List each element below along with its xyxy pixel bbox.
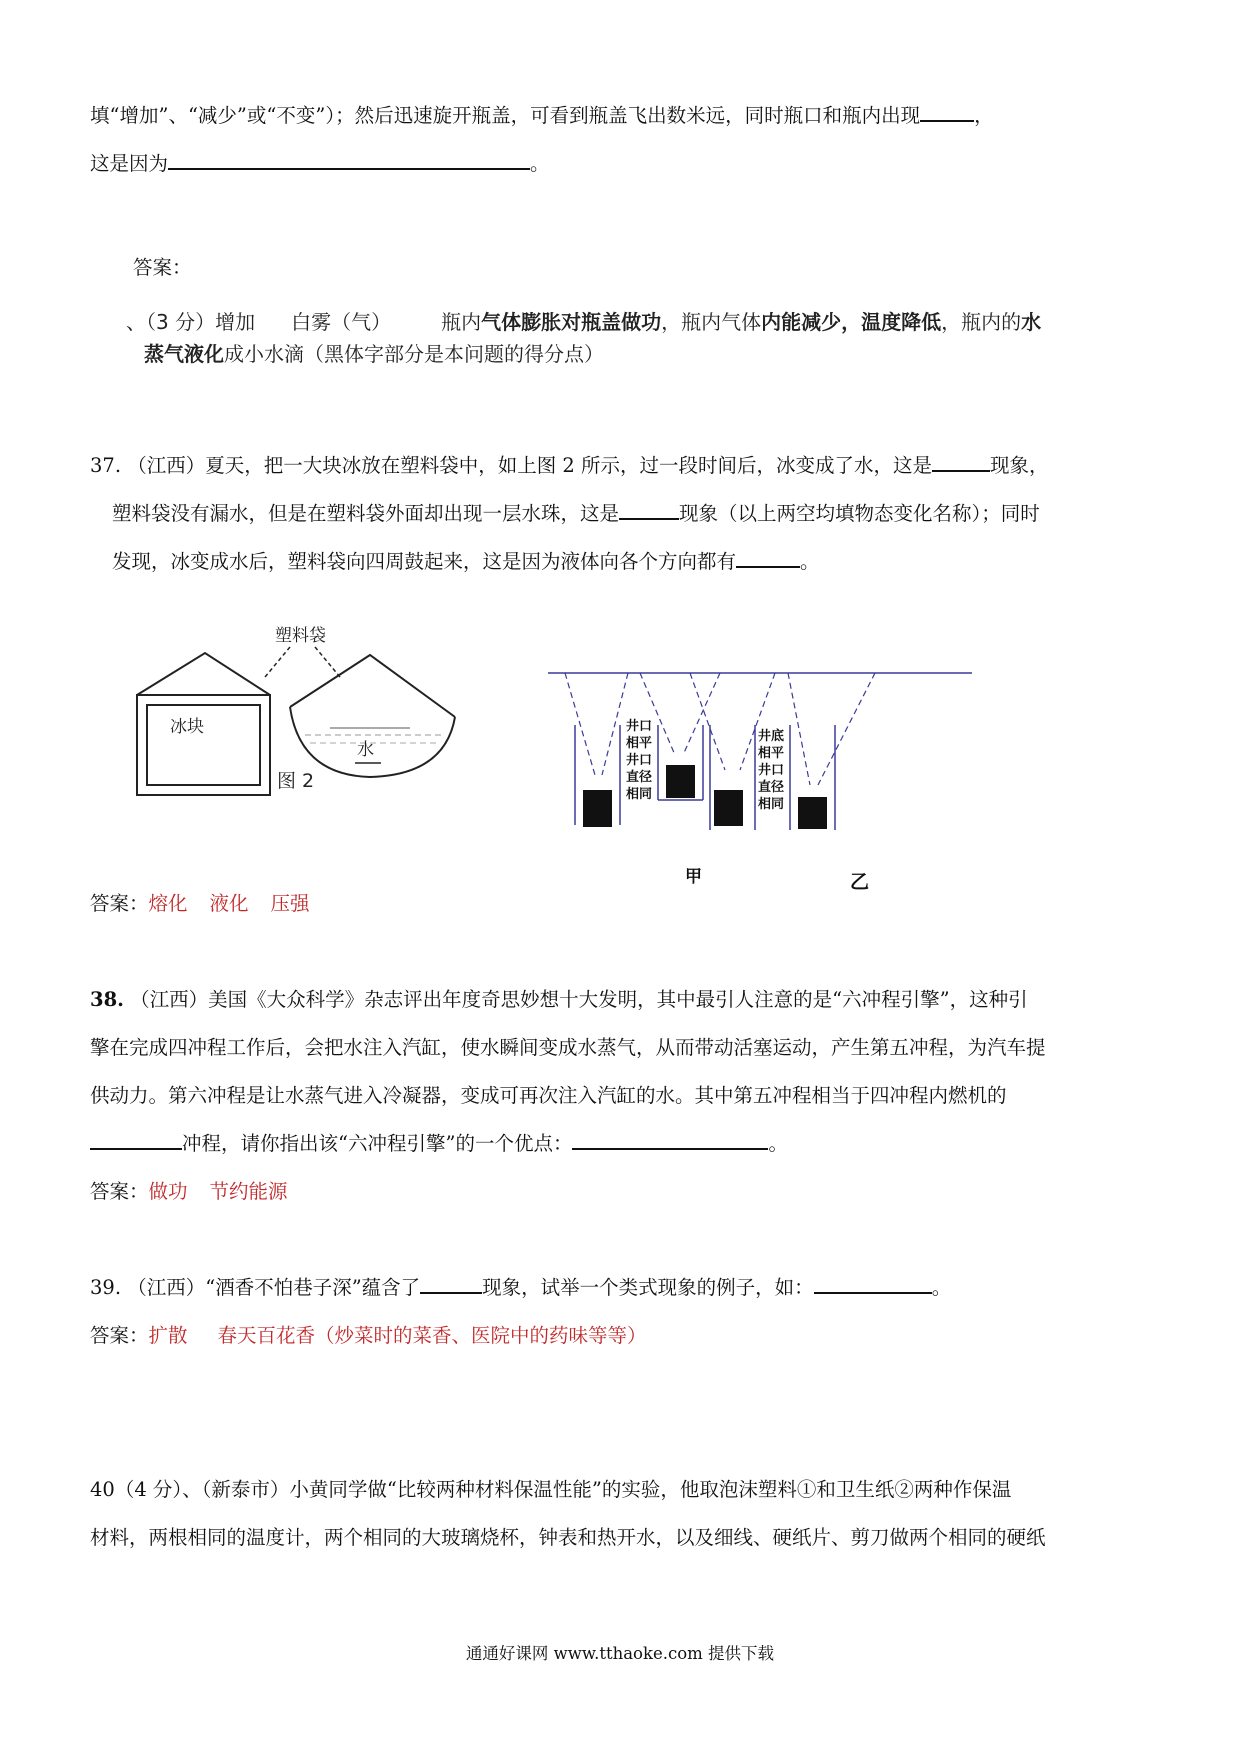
q39-number: 39.: [90, 1276, 122, 1299]
frog-jia-1: [583, 790, 612, 827]
intro-line-1-text: 填“增加”、“减少”或“不变”）；然后迅速旋开瓶盖，可看到瓶盖飞出数米远，同时瓶口和瓶内出现: [90, 104, 921, 127]
answer36-label: 答案：: [133, 256, 192, 279]
figure-caption: 图 2: [277, 770, 315, 792]
answer-blank: [920, 102, 974, 122]
bag-label: 塑料袋: [275, 626, 326, 646]
q38-answer-1: 做功: [148, 1180, 188, 1203]
q39-answer-1: 扩散: [148, 1324, 188, 1347]
answer-blank: [168, 150, 530, 170]
answer-blank: [814, 1274, 932, 1294]
q37-line-1: 37. （江西）夏天，把一大块冰放在塑料袋中，如上图 2 所示，过一段时间后，冰变成了水，这是 现象，: [90, 454, 1049, 477]
intro-line-1: 填“增加”、“减少”或“不变”）；然后迅速旋开瓶盖，可看到瓶盖飞出数米远，同时瓶口和瓶内出现 ，: [90, 104, 994, 127]
bag-body: [137, 695, 270, 795]
bag-top-outline: [137, 653, 270, 695]
answer36-scan-line-2: 蒸气液化成小水滴（黑体字部分是本问题的得分点）: [144, 342, 604, 366]
q38-line-4: 冲程，请你指出该“六冲程引擎”的一个优点： 。: [90, 1128, 788, 1156]
jia-note: 井口 相平 井口 直径 相同: [626, 719, 653, 802]
answer-blank: [90, 1130, 182, 1150]
yi-label: 乙: [850, 871, 870, 893]
q40-line-2: 材料，两根相同的温度计，两个相同的大玻璃烧杯，钟表和热开水，以及细线、硬纸片、剪刀做两个相同的硬纸: [90, 1526, 1046, 1549]
ice-label: 冰块: [170, 717, 204, 737]
q38-answer: 答案：做功 节约能源: [90, 1180, 288, 1203]
footer-text: 通通好课网 www.tthaoke.com 提供下载: [465, 1644, 775, 1663]
q37-answer-2: 液化: [209, 892, 249, 915]
q38-number: 38.: [90, 988, 124, 1011]
jia-label: 甲: [685, 867, 702, 887]
frog-jia-2: [666, 765, 695, 798]
q37-line-3: 发现，冰变成水后，塑料袋向四周鼓起来，这是因为液体向各个方向都有 。: [112, 550, 820, 573]
water-bag-top: [290, 655, 455, 717]
answer-blank: [736, 548, 800, 568]
intro-line-2: 这是因为 。: [90, 152, 550, 175]
q39-line-1: 39. （江西）“酒香不怕巷子深”蕴含了 现象，试举一个类式现象的例子，如： 。: [90, 1276, 952, 1299]
frog-yi-2: [798, 797, 827, 829]
answer36-scan-line-1: 、（3 分）增加 白雾（气） 瓶内气体膨胀对瓶盖做功，瓶内气体内能减少，温度降低，瓶内的水: [126, 310, 1042, 334]
q37-answer: 答案：熔化 液化 压强: [90, 892, 310, 915]
q37-answer-1: 熔化: [148, 892, 188, 915]
figure-ice-bag: [125, 625, 465, 800]
q38-line-2: 擎在完成四冲程工作后，会把水注入汽缸，使水瞬间变成水蒸气，从而带动活塞运动，产生第五冲程，为汽车提: [90, 1036, 1046, 1059]
q38-line-3: 供动力。第六冲程是让水蒸气进入冷凝器，变成可再次注入汽缸的水。其中第五冲程相当于四冲程内燃机的: [90, 1084, 1007, 1107]
figure-wells: [540, 660, 980, 895]
q39-answer: 答案：扩散 春天百花香（炒菜时的菜香、医院中的药味等等）: [90, 1324, 647, 1347]
q37-number: 37.: [90, 454, 122, 477]
q40-line-1: 40（4 分）、（新泰市）小黄同学做“比较两种材料保温性能”的实验，他取泡沫塑料①和卫生纸②两种作保温: [90, 1478, 1012, 1501]
answer-blank: [572, 1130, 768, 1150]
answer-blank: [932, 452, 990, 472]
q37-line-2: 塑料袋没有漏水，但是在塑料袋外面却出现一层水珠，这是 现象（以上两空均填物态变化名称）；同时: [112, 502, 1040, 525]
answer-blank: [619, 500, 679, 520]
q38-answer-2: 节约能源: [209, 1180, 288, 1203]
q39-answer-2: 春天百花香（炒菜时的菜香、医院中的药味等等）: [217, 1324, 647, 1347]
water-label: 水: [357, 740, 374, 760]
yi-note: 井底 相平 井口 直径 相同: [758, 729, 785, 812]
q37-answer-3: 压强: [270, 892, 310, 915]
frog-yi-1: [714, 790, 743, 826]
q38-line-1: 38. （江西）美国《大众科学》杂志评出年度奇思妙想十大发明，其中最引人注意的是“六冲程引擎”，这种引: [90, 988, 1028, 1011]
answer-blank: [420, 1274, 482, 1294]
